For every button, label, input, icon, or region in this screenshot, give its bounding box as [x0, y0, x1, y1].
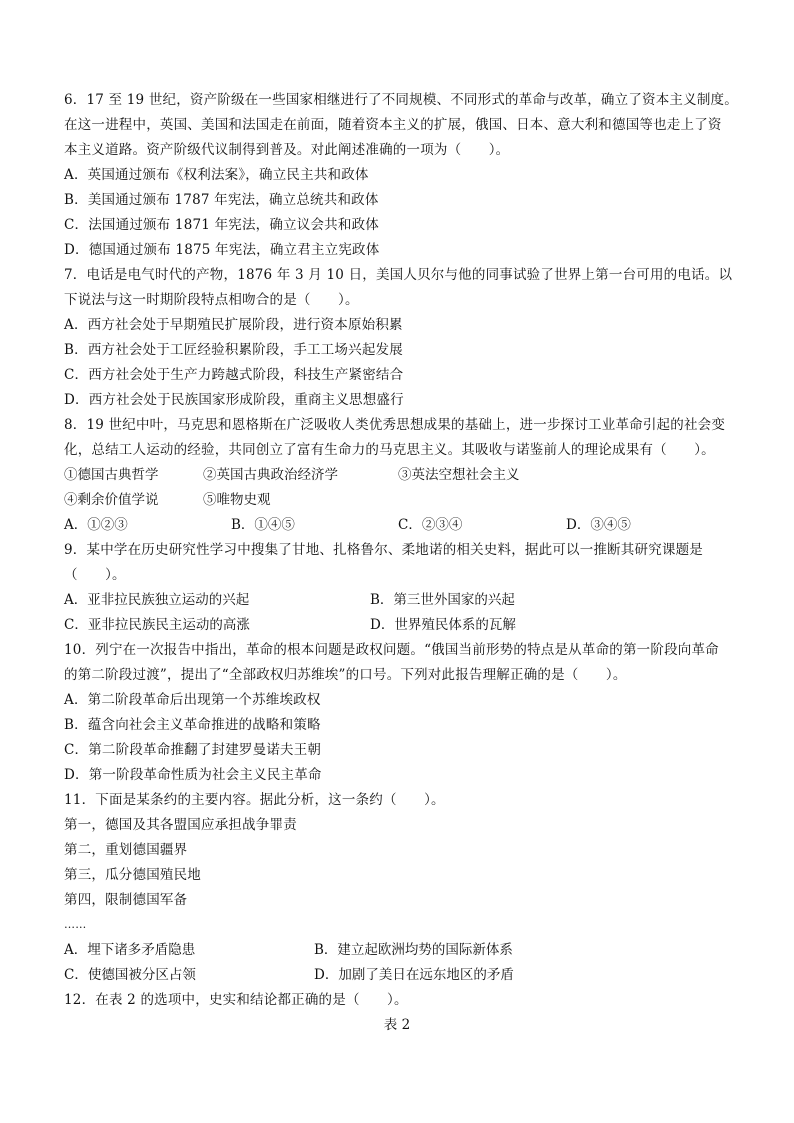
statement-item: ②英国古典政治经济学: [203, 467, 338, 483]
question-stem: 下说法与这一时期阶段特点相吻合的是（ ）。: [64, 292, 359, 308]
option-a[interactable]: A．第二阶段革命后出现第一个苏维埃政权: [64, 692, 321, 708]
option-c[interactable]: C．西方社会处于生产力跨越式阶段，科技生产紧密结合: [64, 367, 404, 383]
option-b[interactable]: B．建立起欧洲均势的国际新体系: [314, 942, 513, 958]
option-d[interactable]: D．德国通过颁布 1875 年宪法，确立君主立宪政体: [64, 242, 380, 258]
option-c[interactable]: C．使德国被分区占领: [64, 967, 196, 983]
option-d[interactable]: D．第一阶段革命性质为社会主义民主革命: [64, 767, 322, 783]
question-stem: 本主义道路。资产阶级代议制得到普及。对此阐述准确的一项为（ ）。: [64, 142, 510, 158]
treaty-item: 第二，重划德国疆界: [64, 842, 188, 858]
question-stem: 10．列宁在一次报告中指出，革命的根本问题是政权问题。“俄国当前形势的特点是从革命的第一阶段向革命: [64, 642, 719, 658]
option-d[interactable]: D．加剧了美日在远东地区的矛盾: [314, 967, 514, 983]
option-c[interactable]: C．第二阶段革命推翻了封建罗曼诺夫王朝: [64, 742, 322, 758]
table-caption: 表 2: [383, 1017, 411, 1033]
option-b[interactable]: B．①④⑤: [231, 517, 295, 533]
treaty-item: 第四，限制德国军备: [64, 892, 188, 908]
question-stem: 7．电话是电气时代的产物，1876 年 3 月 10 日，美国人贝尔与他的同事试验了世界上第一台可用的电话。以: [64, 267, 733, 283]
option-d[interactable]: D．西方社会处于民族国家形成阶段，重商主义思想盛行: [64, 392, 404, 408]
statement-item: ①德国古典哲学: [64, 467, 159, 483]
option-a[interactable]: A．埋下诸多矛盾隐患: [64, 942, 196, 958]
option-c[interactable]: C．②③④: [398, 517, 463, 533]
statement-item: ⑤唯物史观: [203, 492, 271, 508]
option-a[interactable]: A．英国通过颁布《权利法案》，确立民主共和政体: [64, 167, 369, 183]
option-a[interactable]: A．①②③: [64, 517, 128, 533]
option-b[interactable]: B．美国通过颁布 1787 年宪法，确立总统共和政体: [64, 192, 379, 208]
question-stem: （ ）。: [64, 567, 126, 583]
question-stem: 在这一进程中，英国、美国和法国走在前面，随着资本主义的扩展，俄国、日本、意大利和德国等也走上了资: [64, 117, 722, 133]
treaty-item: 第一，德国及其各盟国应承担战争罪责: [64, 817, 297, 833]
option-d[interactable]: D．世界殖民体系的瓦解: [370, 617, 516, 633]
option-d[interactable]: D．③④⑤: [566, 517, 631, 533]
ellipsis: ……: [64, 918, 87, 931]
option-c[interactable]: C．亚非拉民族民主运动的高涨: [64, 617, 250, 633]
option-a[interactable]: A．亚非拉民族独立运动的兴起: [64, 592, 250, 608]
option-b[interactable]: B．蕴含向社会主义革命推进的战略和策略: [64, 717, 321, 733]
statement-item: ④剩余价值学说: [64, 492, 159, 508]
question-stem: 11．下面是某条约的主要内容。据此分析，这一条约（ ）。: [64, 792, 445, 808]
question-stem: 6．17 至 19 世纪，资产阶级在一些国家相继进行了不同规模、不同形式的革命与改革，确立了资本主义制度。: [64, 92, 738, 108]
option-c[interactable]: C．法国通过颁布 1871 年宪法，确立议会共和政体: [64, 217, 379, 233]
option-b[interactable]: B．第三世外国家的兴起: [370, 592, 515, 608]
option-b[interactable]: B．西方社会处于工匠经验积累阶段，手工工场兴起发展: [64, 342, 403, 358]
question-stem: 9．某中学在历史研究性学习中搜集了甘地、扎格鲁尔、柔地诺的相关史料，据此可以一推断其研究课题是: [64, 542, 703, 558]
question-stem: 8．19 世纪中叶，马克思和恩格斯在广泛吸收人类优秀思想成果的基础上，进一步探讨工业革命引起的社会变: [64, 417, 726, 433]
question-stem: 12．在表 2 的选项中，史实和结论都正确的是（ ）。: [64, 992, 408, 1008]
question-stem: 的第二阶段过渡”，提出了“全部政权归苏维埃”的口号。下列对此报告理解正确的是（ ）。: [64, 667, 627, 683]
option-a[interactable]: A．西方社会处于早期殖民扩展阶段，进行资本原始积累: [64, 317, 403, 333]
statement-item: ③英法空想社会主义: [398, 467, 520, 483]
question-stem: 化，总结工人运动的经验，共同创立了富有生命力的马克思主义。其吸收与诺鉴前人的理论成果有（ ）。: [64, 442, 715, 458]
treaty-item: 第三，瓜分德国殖民地: [64, 867, 201, 883]
